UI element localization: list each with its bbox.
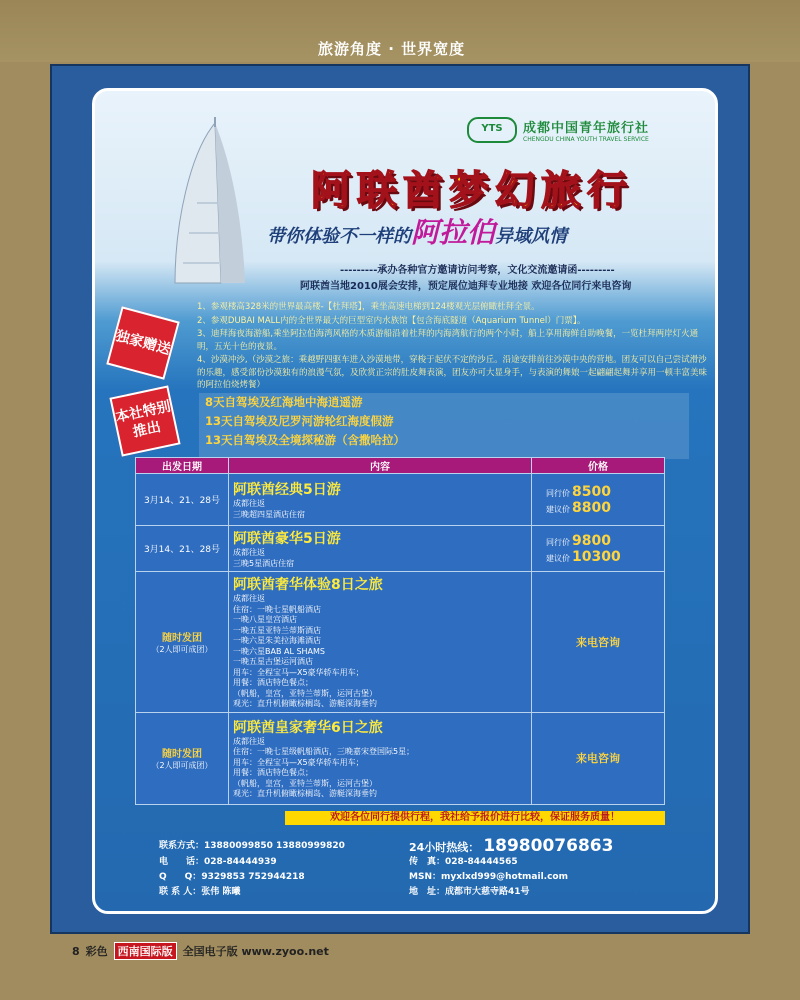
row-date: 3月14、21、28号: [136, 474, 229, 526]
row-date: [136, 572, 229, 713]
person-label: 联 系 人：: [159, 887, 202, 897]
page-number: 8: [72, 944, 80, 958]
gift-item: 1、参观楼高328米的世界最高楼-【杜拜塔】，乘坐高速电梯到124楼观光层俯瞰杜拜全景。: [197, 302, 540, 312]
qq-number: 9329853 752944218: [201, 872, 305, 882]
peer-price: 9800: [572, 532, 611, 549]
contact-numbers: 13880099850 13880999820: [204, 841, 345, 851]
suggested-price: 10300: [572, 548, 621, 565]
package-line: 用餐：酒店特色餐点；: [233, 678, 313, 687]
date-note: （2人即可成团）: [151, 644, 213, 654]
package-line: 一晚八星皇宫酒店: [233, 615, 297, 624]
package-line: 观光：直升机俯瞰棕榈岛、游艇深海垂钓: [233, 699, 377, 708]
msn-address: myxlxd999@hotmail.com: [440, 872, 568, 882]
table-row: [136, 474, 665, 526]
package-title: 阿联酋经典5日游: [233, 482, 341, 498]
gift-list: [197, 301, 707, 393]
qq-label: Q Q：: [159, 872, 202, 882]
table-row: [136, 712, 665, 804]
magazine-slogan: 旅游角度 · 世界宽度: [318, 40, 466, 58]
agency-name-en: CHENGDU CHINA YOUTH TRAVEL SERVICE: [523, 136, 649, 143]
table-row: [136, 572, 665, 713]
gift-item: 2、参观DUBAI MALL内的全世界最大的巨型室内水族馆【包含海底隧道（Aquarium Tunnel）门票】。: [197, 315, 586, 326]
row-price: [532, 526, 665, 572]
peer-price: 8500: [572, 483, 611, 500]
table-row: [136, 526, 665, 572]
contact-label: 联系方式：: [159, 841, 205, 851]
special-routes: [199, 393, 689, 459]
row-price: [532, 474, 665, 526]
package-line: 成都往返: [233, 499, 265, 508]
call-for-price: 来电咨询: [532, 572, 665, 713]
peer-price-label: 同行价: [546, 537, 570, 547]
package-line: （帆船，皇宫，亚特兰蒂斯，运河古堡）: [233, 778, 377, 788]
phone-number: 028-84444939: [204, 857, 277, 867]
package-title: 阿联酋皇家奢华6日之旅: [233, 719, 383, 736]
subtitle-before: 带你体验不一样的: [267, 226, 411, 247]
package-line: 一晚五星亚特兰蒂斯酒店: [233, 625, 321, 635]
color-label: 彩色: [85, 945, 108, 958]
exclusive-gift-badge: 独家赠送: [106, 306, 179, 379]
tour-table: [135, 457, 665, 805]
peer-price-label: 同行价: [546, 488, 570, 498]
welcome-banner: 欢迎各位同行提供行程，我社给予报价进行比较，保证服务质量！: [285, 811, 665, 825]
site-link[interactable]: 全国电子版 www.zyoo.net: [182, 945, 329, 958]
date-text: 随时发团: [162, 632, 202, 644]
route-item: 8天自驾埃及红海地中海逍遥游: [205, 395, 363, 409]
address: 成都市大慈寺路41号: [445, 887, 530, 897]
row-package: [229, 474, 532, 526]
package-line: 用餐：酒店特色餐点；: [233, 768, 313, 777]
row-package: [229, 526, 532, 572]
table-header: [136, 458, 665, 474]
date-text: 随时发团: [162, 749, 202, 760]
row-date: 3月14、21、28号: [136, 526, 229, 572]
route-item: 13天自驾埃及尼罗河游轮红海度假游: [205, 414, 394, 428]
phone-label: 电 话：: [159, 857, 205, 867]
address-label: 地 址：: [409, 887, 446, 897]
page-footer: [72, 942, 329, 960]
package-line: 成都往返: [233, 594, 265, 603]
edition-badge: 西南国际版: [114, 942, 177, 960]
special-offer-badge: 本社特别推出: [109, 385, 180, 456]
package-line: 三晚超四星酒店住宿: [233, 509, 305, 519]
package-line: 住宿：一晚七星帆船酒店: [233, 604, 321, 614]
col-header-price: 价格: [532, 458, 665, 474]
package-line: 成都往返: [233, 736, 265, 746]
yts-logo-icon: YTS: [467, 117, 517, 143]
col-header-content: 内容: [229, 458, 532, 474]
subtitle-big: 阿拉伯: [411, 216, 496, 249]
package-line: 一晚六星朱美拉海滩酒店: [233, 636, 321, 645]
suggested-price-label: 建议价: [546, 504, 570, 514]
package-line: 用车：全程宝马—X5豪华轿车用车；: [233, 757, 364, 767]
gift-item: 3、迪拜海夜海游船,乘坐阿拉伯海湾风格的木质游船沿着杜拜的内海湾航行的两个小时，船上享用海鲜自助晚餐，一览杜拜两岸灯火通明，五光十色的夜景。: [197, 329, 699, 352]
subtitle: [267, 211, 567, 251]
service-line: ---------承办各种官方邀请访问考察，文化交流邀请函---------: [340, 265, 615, 276]
suggested-price-label: 建议价: [546, 553, 570, 563]
msn-label: MSN：: [409, 872, 441, 882]
package-title: 阿联酋奢华体验8日之旅: [233, 577, 383, 593]
date-note: （2人即可成团）: [151, 761, 213, 770]
package-line: 一晚五星古堡运河酒店: [233, 657, 313, 666]
fax-number: 028-84444565: [445, 857, 518, 867]
package-line: 用车：全程宝马—X5豪华轿车用车；: [233, 667, 364, 677]
suggested-price: 8800: [572, 499, 611, 516]
package-line: 成都往返: [233, 548, 265, 557]
fax-label: 传 真：: [409, 857, 446, 867]
call-for-price: 来电咨询: [532, 712, 665, 804]
burj-al-arab-image: [155, 113, 250, 288]
expo-line: 阿联酋当地2010展会安排，预定展位迪拜专业地接 欢迎各位同行来电咨询: [300, 281, 632, 292]
hotline-number: 18980076863: [483, 836, 614, 856]
agency-logo: [467, 117, 649, 143]
col-header-date: 出发日期: [136, 458, 229, 474]
main-title: 阿联酋梦幻旅行: [311, 167, 633, 214]
row-date: [136, 712, 229, 804]
route-item: 13天自驾埃及全境探秘游（含撒哈拉）: [205, 433, 406, 447]
gift-item: 4、沙漠冲沙,（沙漠之旅：乘越野四驱车进入沙漠地带，穿梭于起伏不定的沙丘。沿途安排前往沙漠中央的营地。团友可以自己尝试滑沙的乐趣，感受部份沙漠独有的浪漫气氛，及欣赏正宗的肚皮舞表演，团友亦可大显身手，与表演的舞娘一起翩翩起舞并享用一顿丰富美味的阿拉伯烧烤餐）: [197, 355, 708, 390]
row-package: [229, 572, 532, 713]
package-line: 住宿：一晚七星级帆船酒店，三晚嘉宋登国际5星；: [233, 747, 415, 756]
row-package: [229, 712, 532, 804]
agency-name: 成都中国青年旅行社: [523, 121, 650, 136]
package-line: 观光：直升机俯瞰棕榈岛、游艇深海垂钓: [233, 789, 377, 798]
package-line: 一晚六星BAB AL SHAMS: [233, 646, 326, 656]
contact-person: 张伟 陈曦: [201, 887, 241, 897]
hotline-label: 24小时热线：: [409, 841, 480, 854]
subtitle-after: 异域风情: [495, 226, 568, 247]
package-title: 阿联酋豪华5日游: [233, 531, 341, 547]
ad-card: [92, 88, 718, 914]
contact-block: [159, 836, 699, 900]
package-line: 三晚5星酒店住宿: [233, 558, 295, 568]
package-line: （帆船，皇宫，亚特兰蒂斯，运河古堡）: [233, 688, 377, 698]
